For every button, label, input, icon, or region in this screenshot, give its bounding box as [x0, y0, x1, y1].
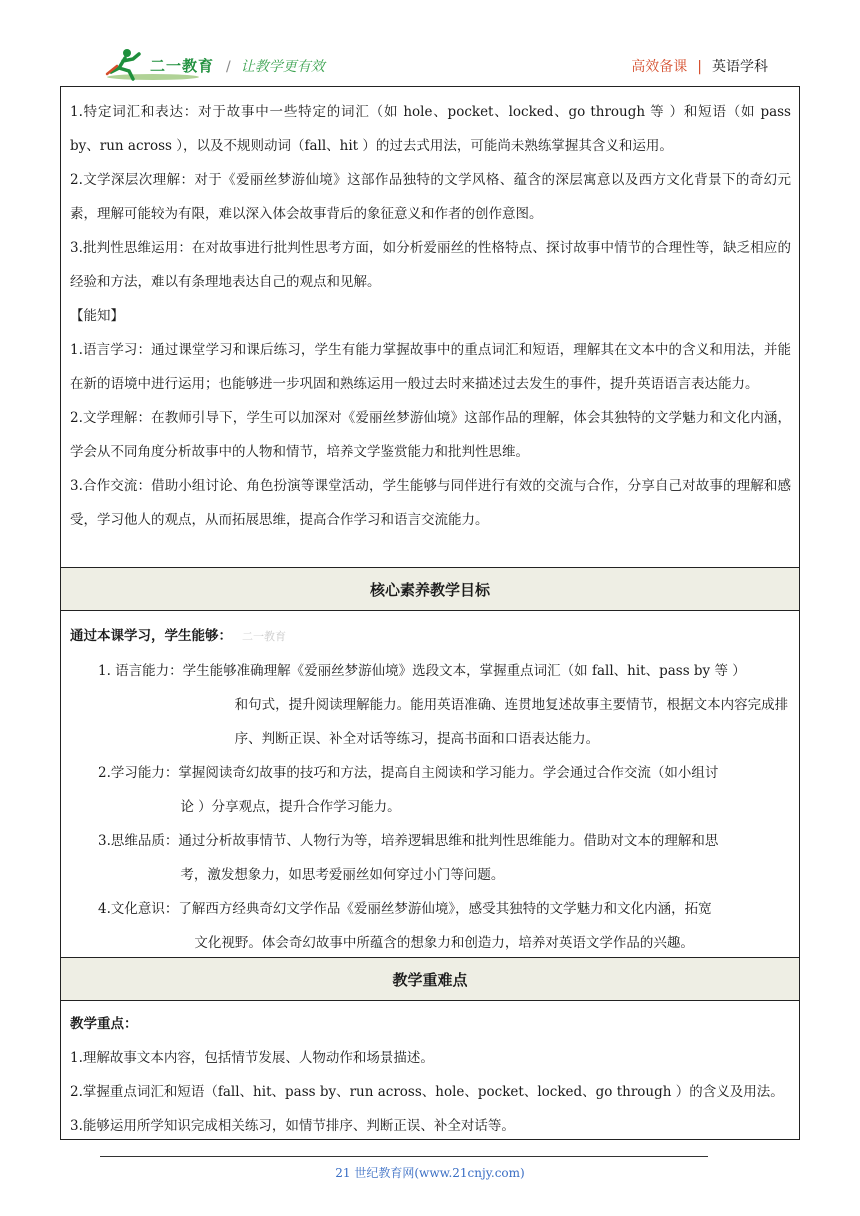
- learning-analysis-section: [61, 87, 799, 567]
- paragraph: 1.特定词汇和表达：对于故事中一些特定的词汇（如 hole、pocket、locked、go through 等 ）和短语（如 pass by、run across ），以及不规则动词（fall、hit ）的过去式用法，可能尚未熟练掌握其含义和运用。: [70, 104, 791, 154]
- section-heading-key-difficulties: 教学重难点: [61, 957, 799, 1001]
- core-objectives-section: [61, 611, 799, 957]
- tag-separator: |: [697, 59, 702, 75]
- paragraph: 1.理解故事文本内容，包括情节发展、人物动作和场景描述。: [70, 1050, 434, 1066]
- objectives-list: [70, 654, 791, 960]
- paragraph: 3.能够运用所学知识完成相关练习，如情节排序、判断正误、补全对话等。: [70, 1118, 515, 1134]
- paragraph: 1.语言学习：通过课堂学习和课后练习，学生有能力掌握故事中的重点词汇和短语，理解其在文本中的含义和用法，并能在新的语境中进行运用；也能够进一步巩固和熟练运用一般过去时来描述过去发生的事件，提升英语语言表达能力。: [70, 342, 791, 392]
- page-header: [0, 0, 860, 86]
- footer-divider: [100, 1156, 708, 1157]
- subheading-nengzhi: 【能知】: [70, 308, 124, 324]
- objectives-intro: 通过本课学习，学生能够： 二一教育: [70, 619, 791, 654]
- tag-subject: 英语学科: [712, 59, 768, 75]
- paragraph: 3.合作交流：借助小组讨论、角色扮演等课堂活动，学生能够与同伴进行有效的交流与合作，分享自己对故事的理解和感受，学习他人的观点，从而拓展思维，提高合作学习和语言交流能力。: [70, 478, 791, 528]
- paragraph: 2.文学深层次理解：对于《爱丽丝梦游仙境》这部作品独特的文学风格、蕴含的深层寓意以及西方文化背景下的奇幻元素，理解可能较为有限，难以深入体会故事背后的象征意义和作者的创作意图。: [70, 172, 791, 222]
- paragraph: 2.掌握重点词汇和短语（fall、hit、pass by、run across、hole、pocket、locked、go through ）的含义及用法。: [70, 1084, 784, 1100]
- section-heading-core-objectives: 核心素养教学目标: [61, 567, 799, 611]
- key-points-section: [61, 1001, 799, 1139]
- watermark-logo: 二一教育: [242, 629, 286, 643]
- list-item: 3.思维品质： 通过分析故事情节、人物行为等，培养逻辑思维和批判性思维能力。借助对文本的理解和思 考，激发想象力，如思考爱丽丝如何穿过小门等问题。: [98, 832, 719, 883]
- footer-site: 21 世纪教育网(www.21cnjy.com): [335, 1166, 525, 1180]
- brand-name: 二一教育: [150, 57, 215, 75]
- tag-efficient-prep: 高效备课: [631, 59, 688, 75]
- list-item: 1. 语言能力： 学生能够准确理解《爱丽丝梦游仙境》选段文本，掌握重点词汇（如 fall、hit、pass by 等 ） 和句式，提升阅读理解能力。能用英语准确、连贯地复述故事主要情节，根据文本内容完成排序、判断正误、补全对话等练习，提高书面和口语表达能力。: [98, 662, 789, 747]
- header-tags: [631, 56, 768, 76]
- paragraph: 2.文学理解：在教师引导下，学生可以加深对《爱丽丝梦游仙境》这部作品的理解，体会其独特的文学魅力和文化内涵，学会从不同角度分析故事中的人物和情节，培养文学鉴赏能力和批判性思维。: [70, 410, 791, 460]
- paragraph: 3.批判性思维运用：在对故事进行批判性思考方面，如分析爱丽丝的性格特点、探讨故事中情节的合理性等，缺乏相应的经验和方法，难以有条理地表达自己的观点和见解。: [70, 240, 791, 290]
- slogan: / 让教学更有效: [226, 59, 325, 75]
- key-points-title: 教学重点：: [70, 1016, 138, 1032]
- lesson-plan-table: [60, 86, 800, 1140]
- list-item: 4.文化意识： 了解西方经典奇幻文学作品《爱丽丝梦游仙境》，感受其独特的文学魅力和文化内涵，拓宽 文化视野。体会奇幻故事中所蕴含的想象力和创造力，培养对英语文学作品的兴趣。: [98, 900, 712, 951]
- list-item: 2.学习能力： 掌握阅读奇幻故事的技巧和方法，提高自主阅读和学习能力。学会通过合作交流（如小组讨 论 ）分享观点，提升合作学习能力。: [98, 764, 719, 815]
